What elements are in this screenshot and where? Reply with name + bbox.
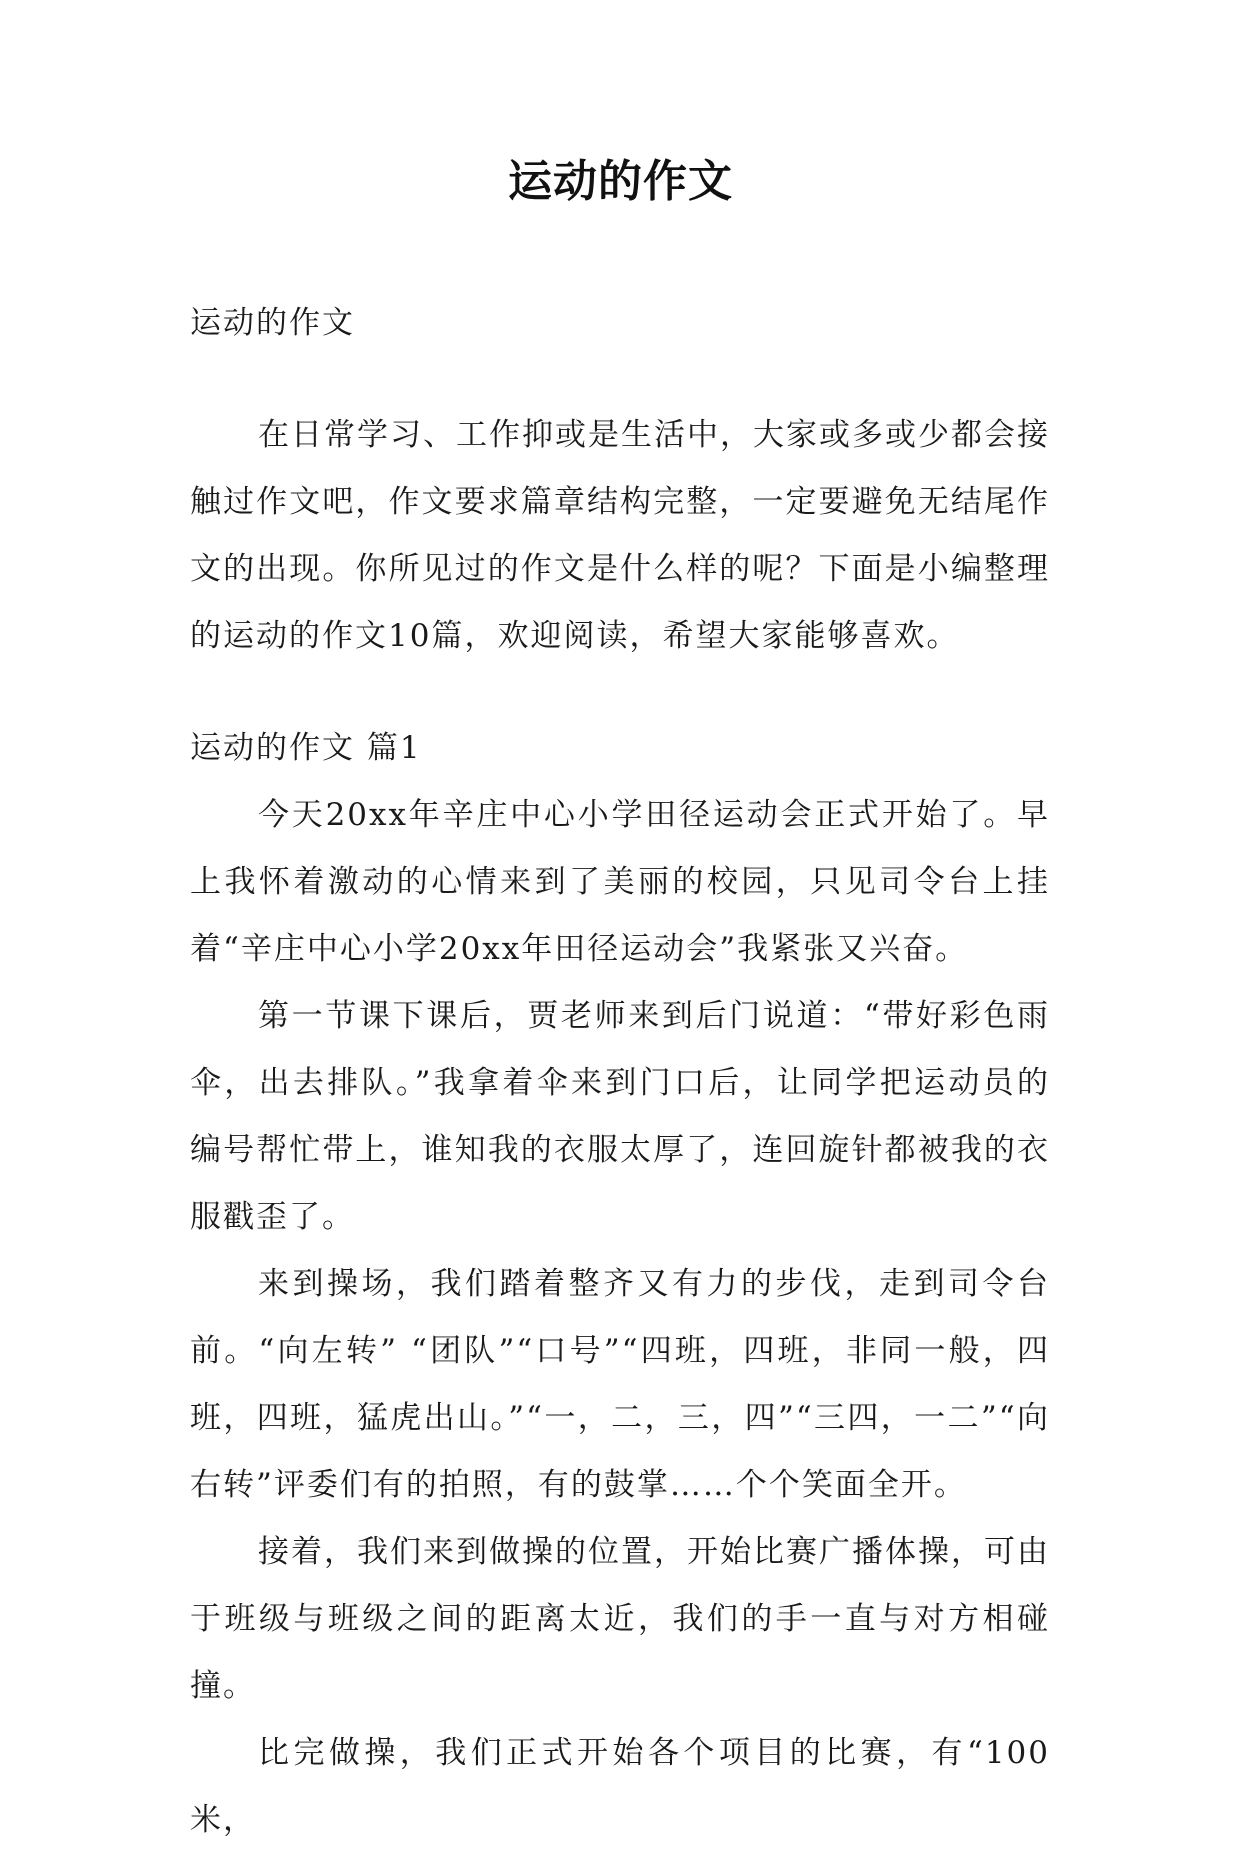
body-paragraph-4: 接着，我们来到做操的位置，开始比赛广播体操，可由于班级与班级之间的距离太近，我们的手一直与对方相碰撞。 — [190, 1534, 1050, 1704]
body-paragraph-1: 今天20xx年辛庄中心小学田径运动会正式开始了。早上我怀着激动的心情来到了美丽的校园，只见司令台上挂着“辛庄中心小学20xx年田径运动会”我紧张又兴奋。 — [190, 797, 1050, 967]
intro-paragraph: 在日常学习、工作抑或是生活中，大家或多或少都会接触过作文吧，作文要求篇章结构完整，一定要避免无结尾作文的出现。你所见过的作文是什么样的呢？下面是小编整理的运动的作文10篇，欢迎阅读，希望大家能够喜欢。 — [190, 417, 1050, 654]
body-paragraph-3: 来到操场，我们踏着整齐又有力的步伐，走到司令台前。“向左转” “团队”“口号”“四班，四班，非同一般，四班，四班，猛虎出山。”“一，二，三，四”“三四，一二”“向右转”评委们有的拍照，有的鼓掌……个个笑面全开。 — [190, 1266, 1050, 1503]
section-heading: 运动的作文 篇1 — [190, 730, 422, 766]
document-title: 运动的作文 — [508, 156, 733, 207]
document-subtitle: 运动的作文 — [190, 305, 355, 341]
body-paragraph-2: 第一节课下课后，贾老师来到后门说道：“带好彩色雨伞，出去排队。”我拿着伞来到门口后，让同学把运动员的编号帮忙带上，谁知我的衣服太厚了，连回旋针都被我的衣服戳歪了。 — [190, 998, 1050, 1235]
document-body — [190, 290, 1050, 1854]
body-paragraph-5: 比完做操，我们正式开始各个项目的比赛，有“100米， — [190, 1735, 1050, 1838]
